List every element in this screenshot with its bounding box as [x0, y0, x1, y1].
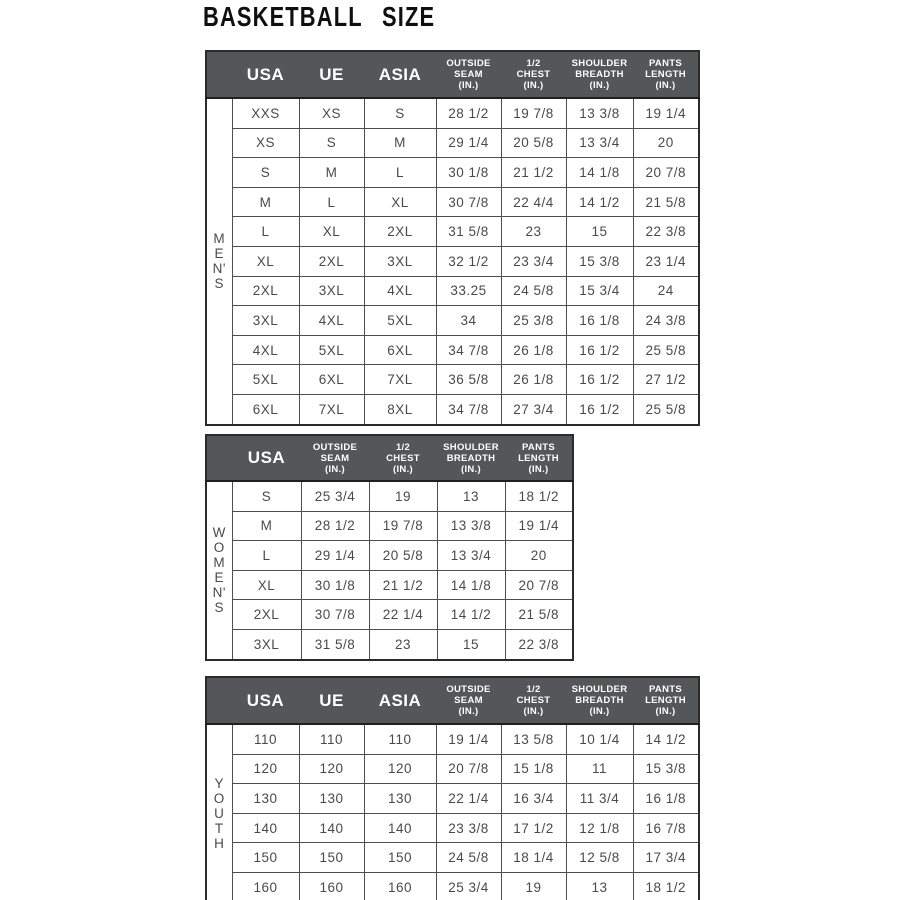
size-cell: 15: [437, 629, 505, 659]
group-label-youth: [206, 724, 232, 900]
group-label-letter: E: [214, 246, 224, 262]
size-cell: 5XL: [232, 365, 299, 395]
size-cell: 23 1/4: [633, 246, 699, 276]
size-cell: 12 5/8: [566, 843, 633, 873]
size-cell: 6XL: [364, 335, 436, 365]
table-row: [206, 629, 573, 659]
table-row: [206, 187, 699, 217]
size-cell: 120: [299, 754, 364, 784]
column-header: [364, 51, 436, 98]
size-cell: S: [232, 158, 299, 188]
size-cell: 22 1/4: [436, 784, 501, 814]
size-cell: 17 3/4: [633, 843, 699, 873]
column-header-line: SHOULDER: [571, 684, 628, 695]
size-cell: 20 7/8: [505, 570, 573, 600]
size-cell: XXS: [232, 98, 299, 128]
column-header-line: OUTSIDE: [446, 684, 491, 695]
column-header-line: UE: [319, 690, 344, 710]
column-header-line: (IN.): [325, 463, 345, 475]
size-cell: 22 4/4: [501, 187, 566, 217]
size-cell: 140: [364, 813, 436, 843]
size-cell: XS: [232, 128, 299, 158]
size-cell: 23 3/8: [436, 813, 501, 843]
size-cell: 150: [299, 843, 364, 873]
table-row: [206, 276, 699, 306]
column-header-line: ASIA: [378, 690, 422, 710]
size-cell: M: [232, 511, 301, 541]
size-cell: 30 7/8: [436, 187, 501, 217]
size-cell: 30 1/8: [301, 570, 369, 600]
column-header: [369, 435, 437, 481]
size-cell: M: [299, 158, 364, 188]
size-cell: 4XL: [364, 276, 436, 306]
size-cell: 15 1/8: [501, 754, 566, 784]
column-header: [501, 677, 566, 724]
column-header-line: (IN.): [393, 463, 413, 475]
size-cell: 15 3/4: [566, 276, 633, 306]
table-row: [206, 724, 699, 754]
size-cell: 4XL: [232, 335, 299, 365]
table-row: [206, 128, 699, 158]
table-row: [206, 541, 573, 571]
size-cell: 16 3/4: [501, 784, 566, 814]
column-header: [232, 435, 301, 481]
column-header-line: BREADTH: [446, 452, 496, 464]
page-title: BASKETBALL SIZE: [203, 1, 436, 32]
column-header-line: SHOULDER: [443, 441, 499, 453]
column-header-line: (IN.): [528, 463, 549, 475]
size-cell: 27 1/2: [633, 365, 699, 395]
size-cell: 22 1/4: [369, 600, 437, 630]
column-header: [436, 677, 501, 724]
size-cell: 140: [299, 813, 364, 843]
table-row: [206, 872, 699, 900]
size-cell: 21 5/8: [505, 600, 573, 630]
size-cell: 130: [364, 784, 436, 814]
column-header: [566, 677, 633, 724]
group-label-letter: W: [212, 525, 226, 541]
size-cell: 20 7/8: [633, 158, 699, 188]
size-cell: 10 1/4: [566, 724, 633, 754]
size-cell: L: [232, 217, 299, 247]
column-header: [633, 51, 699, 98]
group-header-spacer: [206, 677, 232, 724]
size-cell: 15 3/8: [566, 246, 633, 276]
size-cell: 130: [299, 784, 364, 814]
size-cell: 140: [232, 813, 299, 843]
size-cell: 16 1/2: [566, 394, 633, 424]
size-cell: 34 7/8: [436, 394, 501, 424]
size-cell: 19 1/4: [633, 98, 699, 128]
size-cell: 29 1/4: [436, 128, 501, 158]
size-cell: 14 1/2: [437, 600, 505, 630]
size-cell: 14 1/2: [566, 187, 633, 217]
size-cell: 24 5/8: [436, 843, 501, 873]
size-cell: S: [299, 128, 364, 158]
size-cell: 23 3/4: [501, 246, 566, 276]
group-label-letter: O: [213, 540, 225, 556]
table-row: [206, 813, 699, 843]
size-cell: 23: [369, 629, 437, 659]
size-cell: 20 5/8: [369, 541, 437, 571]
column-header-line: BREADTH: [575, 695, 624, 706]
column-header-line: (IN.): [458, 80, 479, 91]
size-cell: 21 1/2: [501, 158, 566, 188]
youth-header-row: [206, 677, 699, 724]
size-cell: 24: [633, 276, 699, 306]
column-header-line: UE: [319, 64, 344, 84]
size-cell: 13: [566, 872, 633, 900]
size-cell: 16 1/2: [566, 335, 633, 365]
table-row: [206, 217, 699, 247]
size-cell: 27 3/4: [501, 394, 566, 424]
column-header-line: 1/2: [395, 441, 411, 453]
size-cell: 28 1/2: [301, 511, 369, 541]
size-cell: 7XL: [299, 394, 364, 424]
size-cell: 18 1/2: [505, 481, 573, 511]
size-cell: 2XL: [232, 276, 299, 306]
size-cell: 12 1/8: [566, 813, 633, 843]
size-cell: 26 1/8: [501, 365, 566, 395]
size-cell: XL: [364, 187, 436, 217]
size-cell: 5XL: [299, 335, 364, 365]
size-cell: 2XL: [232, 600, 301, 630]
table-row: [206, 754, 699, 784]
size-cell: 31 5/8: [301, 629, 369, 659]
size-cell: 150: [232, 843, 299, 873]
size-cell: 24 5/8: [501, 276, 566, 306]
size-cell: 16 1/2: [566, 365, 633, 395]
column-header-line: USA: [246, 64, 285, 84]
womens-header-row: [206, 435, 573, 481]
size-cell: 11: [566, 754, 633, 784]
size-cell: 22 3/8: [633, 217, 699, 247]
size-cell: 6XL: [299, 365, 364, 395]
size-cell: L: [364, 158, 436, 188]
size-cell: 19 1/4: [436, 724, 501, 754]
table-row: [206, 481, 573, 511]
size-cell: 24 3/8: [633, 306, 699, 336]
size-cell: XL: [232, 570, 301, 600]
column-header-line: OUTSIDE: [312, 441, 358, 453]
size-cell: 25 5/8: [633, 394, 699, 424]
group-label-letter: N': [212, 585, 226, 601]
size-cell: 18 1/2: [633, 872, 699, 900]
mens-size-table: [205, 50, 700, 426]
column-header-line: (IN.): [655, 706, 676, 717]
column-header-line: LENGTH: [645, 69, 686, 80]
column-header-line: OUTSIDE: [446, 58, 491, 69]
size-cell: 36 5/8: [436, 365, 501, 395]
size-cell: 20 5/8: [501, 128, 566, 158]
size-cell: 32 1/2: [436, 246, 501, 276]
table-row: [206, 570, 573, 600]
group-label-letter: E: [214, 570, 224, 586]
size-cell: 3XL: [232, 306, 299, 336]
column-header-line: USA: [246, 690, 285, 710]
womens-size-table: [205, 434, 574, 661]
column-header-line: CHEST: [516, 695, 551, 706]
size-cell: 110: [299, 724, 364, 754]
column-header-line: CHEST: [516, 69, 551, 80]
group-label-mens: [206, 98, 232, 425]
size-cell: 160: [299, 872, 364, 900]
size-cell: 110: [364, 724, 436, 754]
size-cell: 8XL: [364, 394, 436, 424]
column-header-line: (IN.): [461, 463, 481, 475]
column-header: [232, 677, 299, 724]
size-cell: 19 1/4: [505, 511, 573, 541]
size-cell: 18 1/4: [501, 843, 566, 873]
size-cell: 15: [566, 217, 633, 247]
size-cell: 16 7/8: [633, 813, 699, 843]
group-header-spacer: [206, 51, 232, 98]
group-header-spacer: [206, 435, 232, 481]
size-cell: XL: [299, 217, 364, 247]
column-header: [436, 51, 501, 98]
size-cell: 30 1/8: [436, 158, 501, 188]
table-row: [206, 394, 699, 424]
size-cell: 20 7/8: [436, 754, 501, 784]
group-label-letter: S: [214, 276, 224, 292]
column-header: [301, 435, 369, 481]
size-cell: 19: [501, 872, 566, 900]
size-cell: 19 7/8: [501, 98, 566, 128]
size-cell: M: [232, 187, 299, 217]
size-cell: 5XL: [364, 306, 436, 336]
mens-header-row: [206, 51, 699, 98]
column-header-line: 1/2: [526, 684, 541, 695]
group-label-letter: Y: [214, 775, 224, 791]
column-header-line: (IN.): [655, 80, 676, 91]
column-header-line: BREADTH: [575, 69, 624, 80]
column-header: [364, 677, 436, 724]
column-header-line: (IN.): [523, 706, 544, 717]
table-row: [206, 843, 699, 873]
size-cell: 21 1/2: [369, 570, 437, 600]
group-label-letter: M: [213, 231, 226, 247]
table-row: [206, 246, 699, 276]
size-cell: M: [364, 128, 436, 158]
table-row: [206, 98, 699, 128]
column-header-line: SEAM: [320, 452, 350, 464]
size-cell: S: [364, 98, 436, 128]
column-header-line: LENGTH: [645, 695, 686, 706]
column-header: [505, 435, 573, 481]
group-label-letter: H: [214, 835, 225, 851]
column-header-line: (IN.): [589, 80, 610, 91]
size-cell: 26 1/8: [501, 335, 566, 365]
size-cell: L: [299, 187, 364, 217]
column-header: [437, 435, 505, 481]
size-cell: 23: [501, 217, 566, 247]
size-cell: 16 1/8: [566, 306, 633, 336]
size-cell: L: [232, 541, 301, 571]
column-header-line: USA: [247, 448, 286, 467]
table-row: [206, 511, 573, 541]
size-cell: 6XL: [232, 394, 299, 424]
size-cell: 120: [232, 754, 299, 784]
size-cell: 11 3/4: [566, 784, 633, 814]
size-cell: 20: [505, 541, 573, 571]
column-header-line: ASIA: [378, 64, 422, 84]
size-cell: 29 1/4: [301, 541, 369, 571]
size-cell: 19 7/8: [369, 511, 437, 541]
size-cell: 25 3/8: [501, 306, 566, 336]
size-cell: 31 5/8: [436, 217, 501, 247]
column-header: [566, 51, 633, 98]
group-label-letter: O: [213, 790, 225, 806]
size-cell: 120: [364, 754, 436, 784]
group-label-womens: [206, 481, 232, 660]
size-cell: 160: [232, 872, 299, 900]
column-header-line: SEAM: [454, 695, 483, 706]
column-header-line: PANTS: [522, 441, 555, 453]
group-label-letter: U: [214, 805, 225, 821]
group-label-letter: N': [212, 261, 226, 277]
size-cell: XS: [299, 98, 364, 128]
size-cell: 15 3/8: [633, 754, 699, 784]
size-cell: 21 5/8: [633, 187, 699, 217]
column-header-line: LENGTH: [518, 452, 559, 464]
youth-size-table: [205, 676, 700, 900]
size-cell: 150: [364, 843, 436, 873]
size-cell: 4XL: [299, 306, 364, 336]
size-cell: 17 1/2: [501, 813, 566, 843]
size-cell: 13 5/8: [501, 724, 566, 754]
column-header: [232, 51, 299, 98]
size-cell: XL: [232, 246, 299, 276]
size-cell: 25 3/4: [436, 872, 501, 900]
size-cell: 110: [232, 724, 299, 754]
group-label-letter: T: [214, 820, 224, 836]
size-cell: 3XL: [232, 629, 301, 659]
column-header-line: SEAM: [454, 69, 483, 80]
size-cell: 13 3/8: [437, 511, 505, 541]
table-row: [206, 306, 699, 336]
size-cell: 19: [369, 481, 437, 511]
size-cell: 14 1/2: [633, 724, 699, 754]
size-cell: S: [232, 481, 301, 511]
size-cell: 3XL: [364, 246, 436, 276]
size-cell: 25 3/4: [301, 481, 369, 511]
size-cell: 13 3/4: [437, 541, 505, 571]
size-cell: 3XL: [299, 276, 364, 306]
column-header: [501, 51, 566, 98]
column-header: [299, 51, 364, 98]
table-row: [206, 600, 573, 630]
column-header-line: PANTS: [649, 58, 682, 69]
table-row: [206, 335, 699, 365]
table-row: [206, 158, 699, 188]
size-cell: 22 3/8: [505, 629, 573, 659]
size-cell: 7XL: [364, 365, 436, 395]
column-header-line: (IN.): [589, 706, 610, 717]
size-cell: 34 7/8: [436, 335, 501, 365]
size-cell: 160: [364, 872, 436, 900]
size-cell: 16 1/8: [633, 784, 699, 814]
column-header: [633, 677, 699, 724]
size-cell: 20: [633, 128, 699, 158]
size-cell: 34: [436, 306, 501, 336]
size-cell: 130: [232, 784, 299, 814]
column-header-line: SHOULDER: [571, 58, 628, 69]
column-header: [299, 677, 364, 724]
column-header-line: PANTS: [649, 684, 682, 695]
column-header-line: 1/2: [526, 58, 541, 69]
size-cell: 13 3/8: [566, 98, 633, 128]
size-cell: 2XL: [364, 217, 436, 247]
column-header-line: (IN.): [458, 706, 479, 717]
table-row: [206, 365, 699, 395]
column-header-line: (IN.): [523, 80, 544, 91]
size-cell: 14 1/8: [566, 158, 633, 188]
table-row: [206, 784, 699, 814]
size-cell: 25 5/8: [633, 335, 699, 365]
group-label-letter: M: [213, 555, 226, 571]
size-cell: 14 1/8: [437, 570, 505, 600]
size-cell: 30 7/8: [301, 600, 369, 630]
size-cell: 13: [437, 481, 505, 511]
size-cell: 33.25: [436, 276, 501, 306]
size-cell: 28 1/2: [436, 98, 501, 128]
column-header-line: CHEST: [386, 452, 420, 464]
size-cell: 13 3/4: [566, 128, 633, 158]
group-label-letter: S: [214, 600, 224, 616]
size-cell: 2XL: [299, 246, 364, 276]
